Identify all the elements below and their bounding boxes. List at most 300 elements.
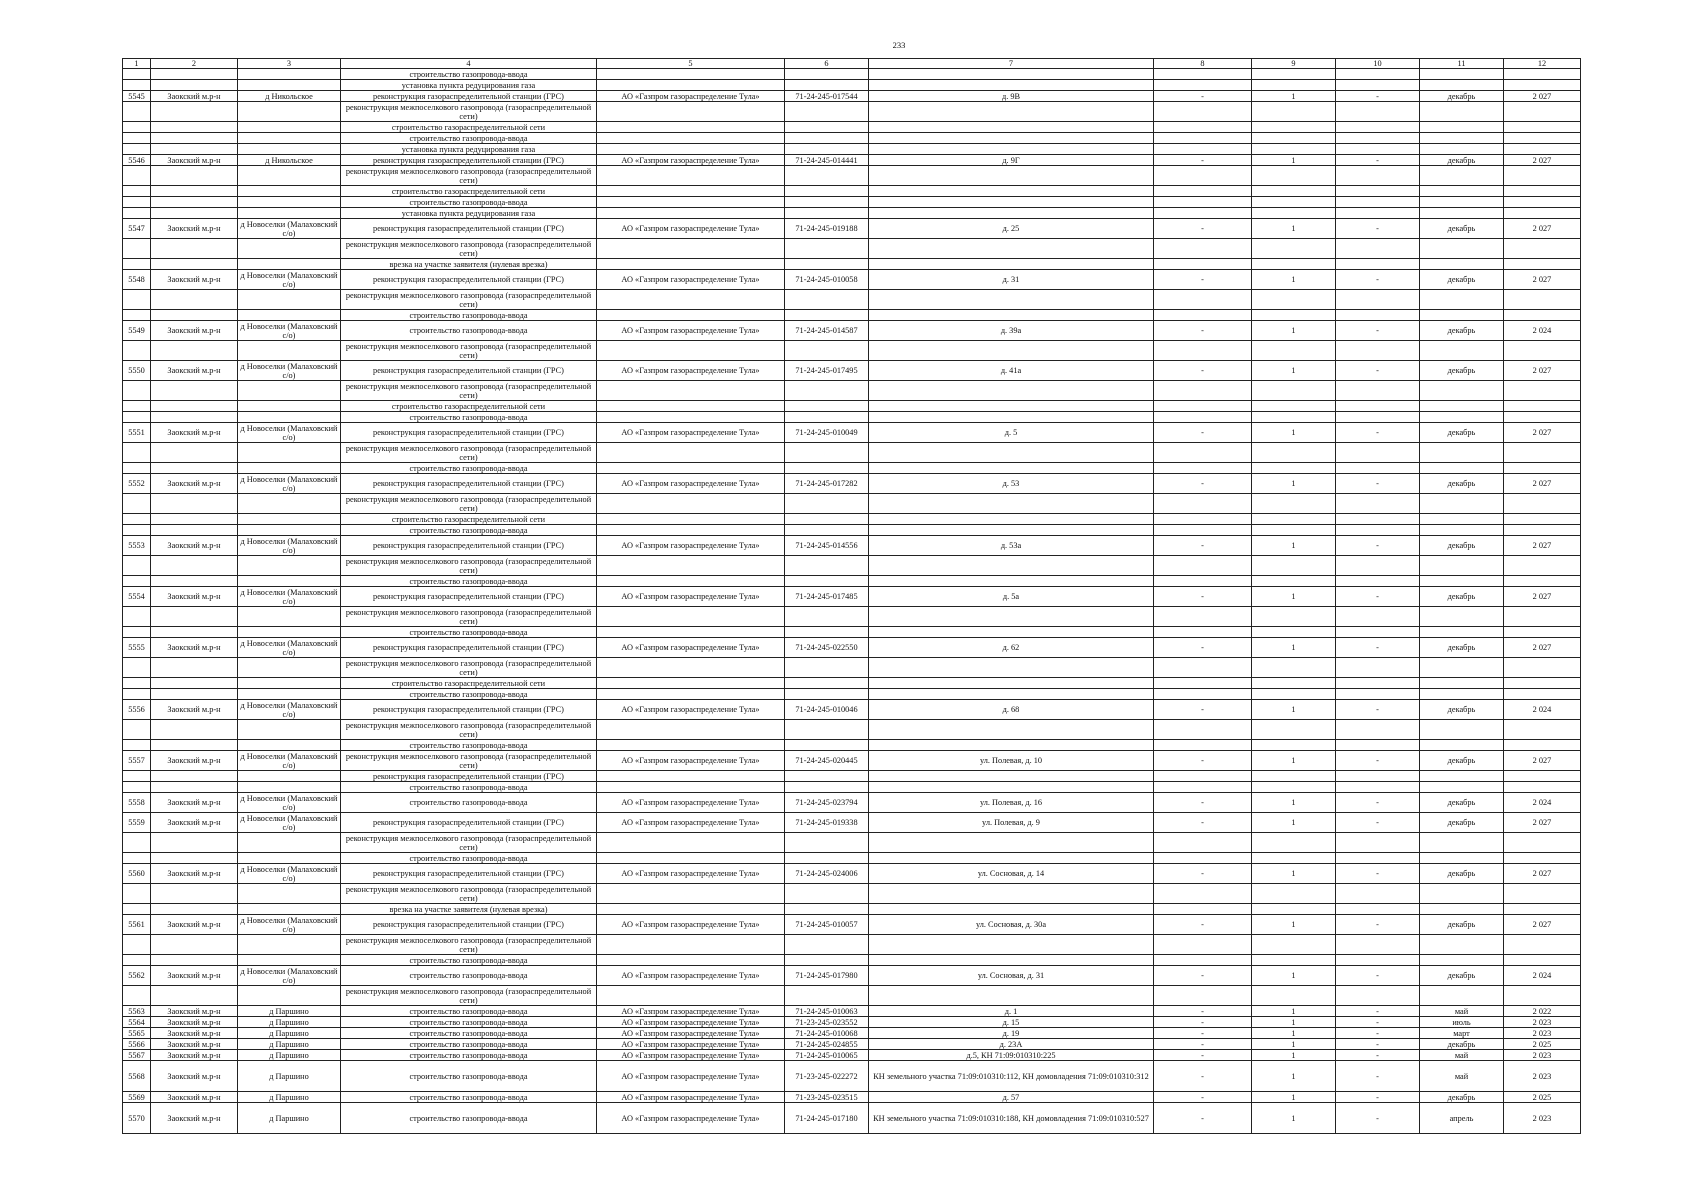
table-cell (1252, 833, 1336, 853)
table-cell (238, 102, 341, 122)
table-cell (238, 986, 341, 1006)
table-cell: АО «Газпром газораспределение Тула» (597, 1103, 785, 1134)
table-cell (123, 290, 151, 310)
table-cell: 5568 (123, 1061, 151, 1092)
table-cell (1420, 310, 1504, 321)
table-cell (1154, 122, 1252, 133)
table-cell: - (1154, 864, 1252, 884)
table-cell (597, 556, 785, 576)
table-cell: 1 (1252, 474, 1336, 494)
table-cell: - (1154, 587, 1252, 607)
table-cell: 71-24-245-010049 (785, 423, 869, 443)
table-cell (1420, 576, 1504, 587)
table-cell: д. 5а (869, 587, 1154, 607)
table-cell (785, 341, 869, 361)
table-cell (785, 166, 869, 186)
table-cell: Заокский м.р-н (151, 813, 238, 833)
table-cell (785, 986, 869, 1006)
table-cell: строительство газопровода-ввода (341, 576, 597, 587)
table-cell (238, 771, 341, 782)
table-row (123, 381, 1581, 401)
table-cell (1336, 166, 1420, 186)
table-cell (151, 144, 238, 155)
table-cell (123, 525, 151, 536)
table-cell: реконструкция газораспределительной станции (ГРС) (341, 771, 597, 782)
table-cell: 1 (1252, 270, 1336, 290)
table-cell (1504, 144, 1581, 155)
table-cell (597, 884, 785, 904)
table-row (123, 700, 1581, 720)
table-cell (1336, 556, 1420, 576)
table-cell (1154, 69, 1252, 80)
table-cell (869, 412, 1154, 423)
table-cell: 2 027 (1504, 536, 1581, 556)
table-cell: д Новоселки (Малаховский с/о) (238, 270, 341, 290)
table-cell (1420, 463, 1504, 474)
table-cell (1336, 525, 1420, 536)
table-cell: 5559 (123, 813, 151, 833)
table-cell (785, 122, 869, 133)
table-cell (1252, 186, 1336, 197)
table-cell: ул. Полевая, д. 9 (869, 813, 1154, 833)
table-cell (123, 208, 151, 219)
table-cell (785, 514, 869, 525)
table-cell (597, 259, 785, 270)
column-header: 8 (1154, 59, 1252, 69)
table-cell: 2 023 (1504, 1061, 1581, 1092)
table-cell: июль (1420, 1017, 1504, 1028)
table-row (123, 793, 1581, 813)
table-cell: д Новоселки (Малаховский с/о) (238, 966, 341, 986)
table-cell: реконструкция межпоселкового газопровода (газораспределительной сети) (341, 935, 597, 955)
table-cell (597, 740, 785, 751)
table-cell (869, 443, 1154, 463)
table-row (123, 966, 1581, 986)
table-cell: - (1336, 423, 1420, 443)
table-row (123, 813, 1581, 833)
table-row (123, 689, 1581, 700)
table-cell: д. 41а (869, 361, 1154, 381)
table-cell (597, 678, 785, 689)
table-cell (1336, 310, 1420, 321)
table-row (123, 587, 1581, 607)
table-cell: 2 027 (1504, 587, 1581, 607)
table-cell (123, 463, 151, 474)
table-cell (151, 341, 238, 361)
table-cell (1154, 259, 1252, 270)
table-cell: реконструкция межпоселкового газопровода (газораспределительной сети) (341, 102, 597, 122)
table-row (123, 412, 1581, 423)
table-cell: - (1336, 1103, 1420, 1134)
table-cell (1420, 341, 1504, 361)
table-cell (1504, 290, 1581, 310)
table-cell: 2 027 (1504, 864, 1581, 884)
table-row (123, 1092, 1581, 1103)
table-cell (238, 740, 341, 751)
table-cell (597, 904, 785, 915)
table-cell: - (1154, 700, 1252, 720)
table-cell (238, 186, 341, 197)
table-cell (1420, 412, 1504, 423)
table-cell (1252, 133, 1336, 144)
table-cell: Заокский м.р-н (151, 155, 238, 166)
table-cell: АО «Газпром газораспределение Тула» (597, 1092, 785, 1103)
table-cell (151, 186, 238, 197)
column-header: 2 (151, 59, 238, 69)
table-cell (1420, 144, 1504, 155)
column-header: 7 (869, 59, 1154, 69)
table-cell: строительство газопровода-ввода (341, 627, 597, 638)
table-cell: Заокский м.р-н (151, 638, 238, 658)
table-cell (151, 678, 238, 689)
table-cell (1154, 689, 1252, 700)
table-cell (1154, 678, 1252, 689)
table-cell: 71-24-245-019188 (785, 219, 869, 239)
table-cell (785, 556, 869, 576)
table-cell (238, 607, 341, 627)
table-cell: - (1154, 1006, 1252, 1017)
table-row (123, 853, 1581, 864)
table-cell: - (1336, 793, 1420, 813)
table-cell (869, 341, 1154, 361)
table-cell (1504, 186, 1581, 197)
table-cell (1420, 884, 1504, 904)
table-cell: реконструкция межпоселкового газопровода (газораспределительной сети) (341, 884, 597, 904)
table-row (123, 771, 1581, 782)
table-cell: 2 023 (1504, 1017, 1581, 1028)
table-cell: 71-24-245-024855 (785, 1039, 869, 1050)
table-cell (869, 771, 1154, 782)
table-cell (1504, 740, 1581, 751)
table-cell: - (1336, 1028, 1420, 1039)
table-cell (785, 720, 869, 740)
table-cell: Заокский м.р-н (151, 270, 238, 290)
table-cell (869, 381, 1154, 401)
table-cell (123, 412, 151, 423)
table-cell (597, 576, 785, 587)
table-cell (123, 884, 151, 904)
table-cell: 2 027 (1504, 751, 1581, 771)
table-cell (123, 259, 151, 270)
table-cell (1252, 208, 1336, 219)
table-cell: 5565 (123, 1028, 151, 1039)
data-table (122, 58, 1581, 1134)
table-cell (151, 310, 238, 321)
table-cell (1504, 412, 1581, 423)
table-row (123, 627, 1581, 638)
table-cell (869, 689, 1154, 700)
table-cell: АО «Газпром газораспределение Тула» (597, 864, 785, 884)
table-cell (1154, 782, 1252, 793)
table-cell (1154, 556, 1252, 576)
table-cell (597, 381, 785, 401)
table-cell: 5555 (123, 638, 151, 658)
table-cell (1420, 443, 1504, 463)
table-row (123, 91, 1581, 102)
table-cell: 5553 (123, 536, 151, 556)
table-cell (1420, 69, 1504, 80)
table-cell: 2 027 (1504, 474, 1581, 494)
table-cell: 1 (1252, 536, 1336, 556)
table-cell (238, 833, 341, 853)
table-cell: - (1336, 1017, 1420, 1028)
table-cell (1504, 341, 1581, 361)
table-cell: АО «Газпром газораспределение Тула» (597, 1006, 785, 1017)
table-cell (1504, 69, 1581, 80)
table-cell (1252, 122, 1336, 133)
table-cell (1420, 381, 1504, 401)
table-cell: 1 (1252, 1103, 1336, 1134)
table-cell (238, 782, 341, 793)
table-row (123, 443, 1581, 463)
table-cell (785, 853, 869, 864)
table-cell (869, 69, 1154, 80)
table-cell (785, 443, 869, 463)
table-cell (869, 102, 1154, 122)
table-cell (785, 884, 869, 904)
table-cell: 71-24-245-017282 (785, 474, 869, 494)
table-cell (597, 986, 785, 1006)
table-cell: д Никольское (238, 155, 341, 166)
table-cell (1336, 443, 1420, 463)
table-cell (1154, 525, 1252, 536)
table-cell: 71-24-245-017180 (785, 1103, 869, 1134)
table-cell (151, 463, 238, 474)
table-cell (869, 197, 1154, 208)
table-cell (785, 740, 869, 751)
table-cell (1336, 102, 1420, 122)
table-cell (1504, 310, 1581, 321)
table-cell (1154, 80, 1252, 91)
table-cell: декабрь (1420, 966, 1504, 986)
table-cell: КН земельного участка 71:09:010310:188, КН домовладения 71:09:010310:527 (869, 1103, 1154, 1134)
table-cell (1252, 884, 1336, 904)
table-cell (597, 80, 785, 91)
table-cell: 5562 (123, 966, 151, 986)
table-cell (1504, 80, 1581, 91)
table-cell (123, 740, 151, 751)
table-cell: - (1336, 536, 1420, 556)
table-cell (1336, 144, 1420, 155)
table-cell (151, 259, 238, 270)
table-cell (1336, 239, 1420, 259)
column-header: 5 (597, 59, 785, 69)
table-cell: - (1154, 91, 1252, 102)
table-cell (238, 144, 341, 155)
table-cell: строительство газораспределительной сети (341, 514, 597, 525)
table-cell: реконструкция газораспределительной станции (ГРС) (341, 915, 597, 935)
table-cell (1154, 166, 1252, 186)
table-row (123, 678, 1581, 689)
table-cell: - (1336, 321, 1420, 341)
table-cell (1252, 904, 1336, 915)
table-cell (869, 627, 1154, 638)
table-cell (785, 955, 869, 966)
table-cell: реконструкция газораспределительной станции (ГРС) (341, 587, 597, 607)
table-cell (151, 884, 238, 904)
table-cell (151, 494, 238, 514)
table-cell: строительство газопровода-ввода (341, 463, 597, 474)
table-cell: - (1336, 915, 1420, 935)
table-cell (238, 239, 341, 259)
table-cell: декабрь (1420, 474, 1504, 494)
table-cell: - (1154, 638, 1252, 658)
table-cell: 2 024 (1504, 793, 1581, 813)
table-cell: май (1420, 1006, 1504, 1017)
table-cell: строительство газопровода-ввода (341, 310, 597, 321)
table-cell: АО «Газпром газораспределение Тула» (597, 915, 785, 935)
table-cell (1420, 197, 1504, 208)
table-cell: реконструкция газораспределительной станции (ГРС) (341, 864, 597, 884)
table-cell: д. 68 (869, 700, 1154, 720)
table-cell: 1 (1252, 813, 1336, 833)
table-cell: 1 (1252, 321, 1336, 341)
table-cell: Заокский м.р-н (151, 751, 238, 771)
table-cell (238, 853, 341, 864)
table-cell: д. 39а (869, 321, 1154, 341)
table-cell (151, 102, 238, 122)
table-cell (1336, 133, 1420, 144)
table-cell (1504, 208, 1581, 219)
table-cell: 5552 (123, 474, 151, 494)
table-cell: - (1336, 219, 1420, 239)
table-cell: Заокский м.р-н (151, 1103, 238, 1134)
table-cell (238, 514, 341, 525)
table-cell (151, 853, 238, 864)
table-cell (1252, 986, 1336, 1006)
table-cell: ул. Сосновая, д. 30а (869, 915, 1154, 935)
table-cell: 71-24-245-014441 (785, 155, 869, 166)
table-cell: декабрь (1420, 638, 1504, 658)
table-cell: реконструкция газораспределительной станции (ГРС) (341, 536, 597, 556)
table-cell: 2 025 (1504, 1039, 1581, 1050)
table-cell: 5570 (123, 1103, 151, 1134)
table-cell (1336, 935, 1420, 955)
table-cell: АО «Газпром газораспределение Тула» (597, 966, 785, 986)
table-cell (597, 412, 785, 423)
table-cell (1420, 133, 1504, 144)
table-cell: реконструкция межпоселкового газопровода (газораспределительной сети) (341, 341, 597, 361)
table-row (123, 186, 1581, 197)
table-cell: - (1154, 219, 1252, 239)
table-cell: декабрь (1420, 793, 1504, 813)
table-row (123, 1017, 1581, 1028)
table-cell: 5557 (123, 751, 151, 771)
table-row (123, 740, 1581, 751)
table-cell (869, 463, 1154, 474)
table-cell (869, 290, 1154, 310)
table-cell (238, 627, 341, 638)
table-cell: АО «Газпром газораспределение Тула» (597, 587, 785, 607)
table-cell (869, 935, 1154, 955)
table-cell (1420, 935, 1504, 955)
table-cell (1154, 494, 1252, 514)
table-row (123, 321, 1581, 341)
table-cell (597, 771, 785, 782)
table-cell (597, 186, 785, 197)
table-cell (1252, 69, 1336, 80)
table-row (123, 556, 1581, 576)
table-cell (238, 678, 341, 689)
table-row (123, 463, 1581, 474)
table-cell: 71-24-245-010046 (785, 700, 869, 720)
table-cell (785, 133, 869, 144)
table-cell: 71-24-245-019338 (785, 813, 869, 833)
table-cell (1154, 412, 1252, 423)
table-cell (597, 401, 785, 412)
table-cell (869, 239, 1154, 259)
table-cell (597, 443, 785, 463)
table-cell (869, 678, 1154, 689)
table-cell: Заокский м.р-н (151, 1028, 238, 1039)
table-cell (597, 69, 785, 80)
table-cell (869, 166, 1154, 186)
table-row (123, 474, 1581, 494)
table-cell: д Паршино (238, 1017, 341, 1028)
table-cell: АО «Газпром газораспределение Тула» (597, 321, 785, 341)
table-cell (151, 782, 238, 793)
table-cell: строительство газораспределительной сети (341, 401, 597, 412)
table-cell (238, 525, 341, 536)
table-cell: 2 024 (1504, 700, 1581, 720)
table-cell (785, 576, 869, 587)
table-cell: 2 027 (1504, 813, 1581, 833)
table-cell: 5547 (123, 219, 151, 239)
table-cell (869, 80, 1154, 91)
table-cell (1336, 771, 1420, 782)
table-cell: 71-24-245-017544 (785, 91, 869, 102)
table-cell (1336, 186, 1420, 197)
table-cell: Заокский м.р-н (151, 915, 238, 935)
table-cell: реконструкция газораспределительной станции (ГРС) (341, 423, 597, 443)
table-cell (785, 310, 869, 321)
table-cell (1252, 576, 1336, 587)
table-cell: реконструкция газораспределительной станции (ГРС) (341, 219, 597, 239)
table-cell (1336, 259, 1420, 270)
table-cell (1504, 904, 1581, 915)
table-cell: д Новоселки (Малаховский с/о) (238, 474, 341, 494)
table-cell (123, 197, 151, 208)
table-cell (869, 955, 1154, 966)
table-cell (869, 740, 1154, 751)
table-cell: 2 027 (1504, 638, 1581, 658)
table-cell (1154, 986, 1252, 1006)
table-cell: 1 (1252, 219, 1336, 239)
table-cell (1154, 133, 1252, 144)
table-cell: реконструкция межпоселкового газопровода (газораспределительной сети) (341, 166, 597, 186)
table-cell (785, 208, 869, 219)
table-cell (1252, 740, 1336, 751)
table-cell: 1 (1252, 864, 1336, 884)
table-cell: д Паршино (238, 1061, 341, 1092)
table-cell: - (1154, 536, 1252, 556)
table-cell: - (1154, 793, 1252, 813)
table-cell: - (1154, 966, 1252, 986)
table-cell (1154, 853, 1252, 864)
table-cell: 5560 (123, 864, 151, 884)
table-cell (123, 689, 151, 700)
column-header: 10 (1336, 59, 1420, 69)
table-cell (151, 576, 238, 587)
table-row (123, 239, 1581, 259)
table-cell (597, 689, 785, 700)
table-cell: - (1154, 155, 1252, 166)
table-cell (869, 186, 1154, 197)
table-cell (151, 720, 238, 740)
table-cell: 1 (1252, 423, 1336, 443)
table-cell: Заокский м.р-н (151, 321, 238, 341)
table-cell: д Новоселки (Малаховский с/о) (238, 915, 341, 935)
